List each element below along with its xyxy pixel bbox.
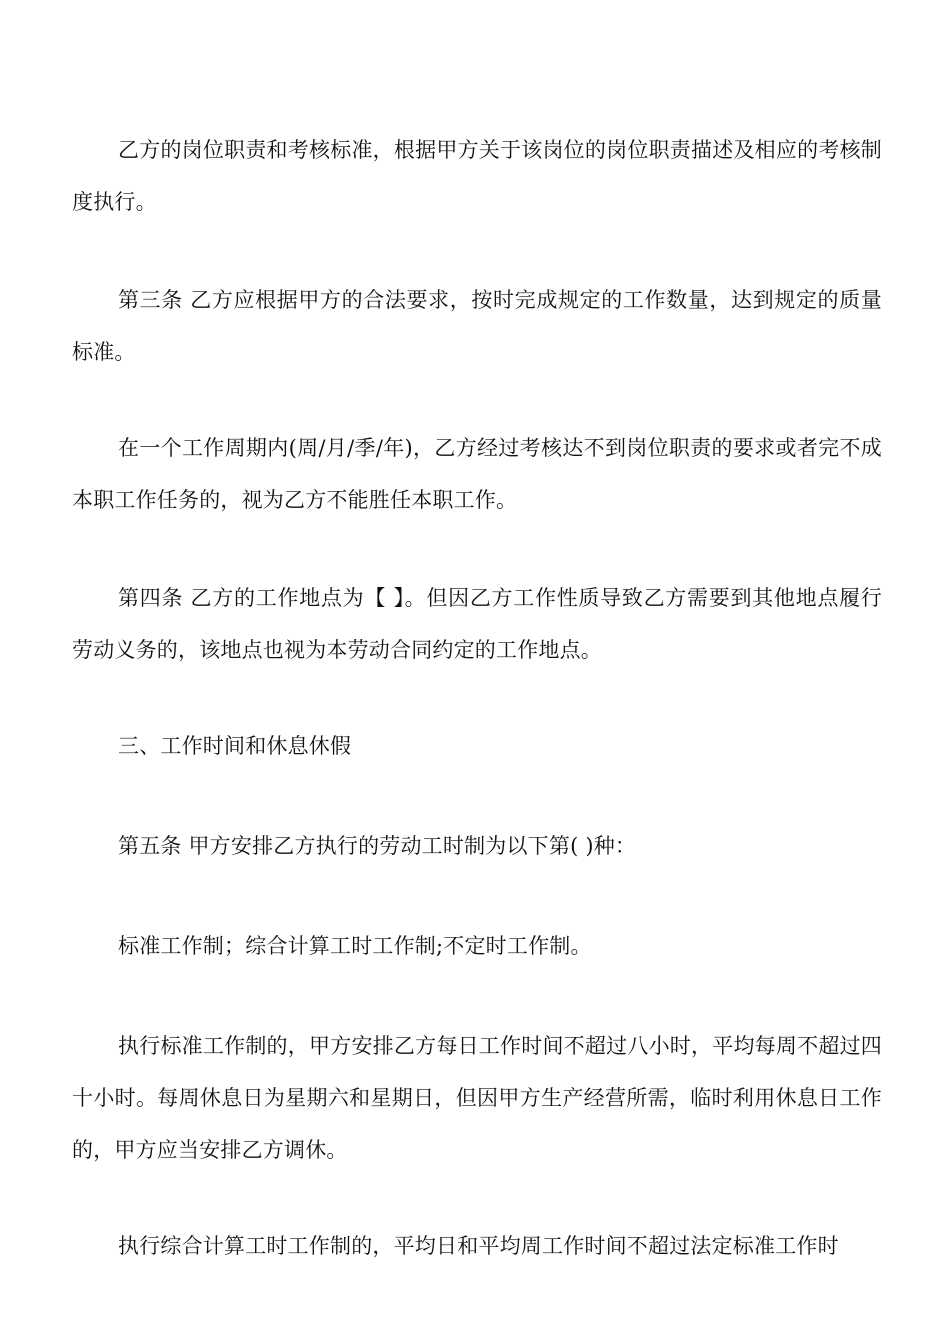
paragraph-hour-systems: 标准工作制；综合计算工时工作制;不定时工作制。	[118, 934, 592, 958]
paragraph-work-cycle: 在一个工作周期内(周/月/季/年)，乙方经过考核达不到岗位职责的要求或者完不成本职工作任务的，视为乙方不能胜任本职工作。	[72, 436, 882, 512]
paragraph-article-4: 第四条 乙方的工作地点为【 】。但因乙方工作性质导致乙方需要到其他地点履行劳动义务的，该地点也视为本劳动合同约定的工作地点。	[72, 586, 882, 662]
paragraph-job-duties: 乙方的岗位职责和考核标准，根据甲方关于该岗位的岗位职责描述及相应的考核制度执行。	[72, 138, 882, 214]
paragraph-comprehensive-hours: 执行综合计算工时工作制的，平均日和平均周工作时间不超过法定标准工作时	[118, 1234, 839, 1258]
section-heading-working-hours: 三、工作时间和休息休假	[118, 734, 352, 758]
paragraph-article-5: 第五条 甲方安排乙方执行的劳动工时制为以下第( )种：	[118, 834, 637, 858]
paragraph-article-3: 第三条 乙方应根据甲方的合法要求，按时完成规定的工作数量，达到规定的质量标准。	[72, 288, 882, 364]
paragraph-standard-hours: 执行标准工作制的，甲方安排乙方每日工作时间不超过八小时，平均每周不超过四十小时。每周休息日为星期六和星期日，但因甲方生产经营所需，临时利用休息日工作的，甲方应当安排乙方调休。	[72, 1034, 882, 1162]
